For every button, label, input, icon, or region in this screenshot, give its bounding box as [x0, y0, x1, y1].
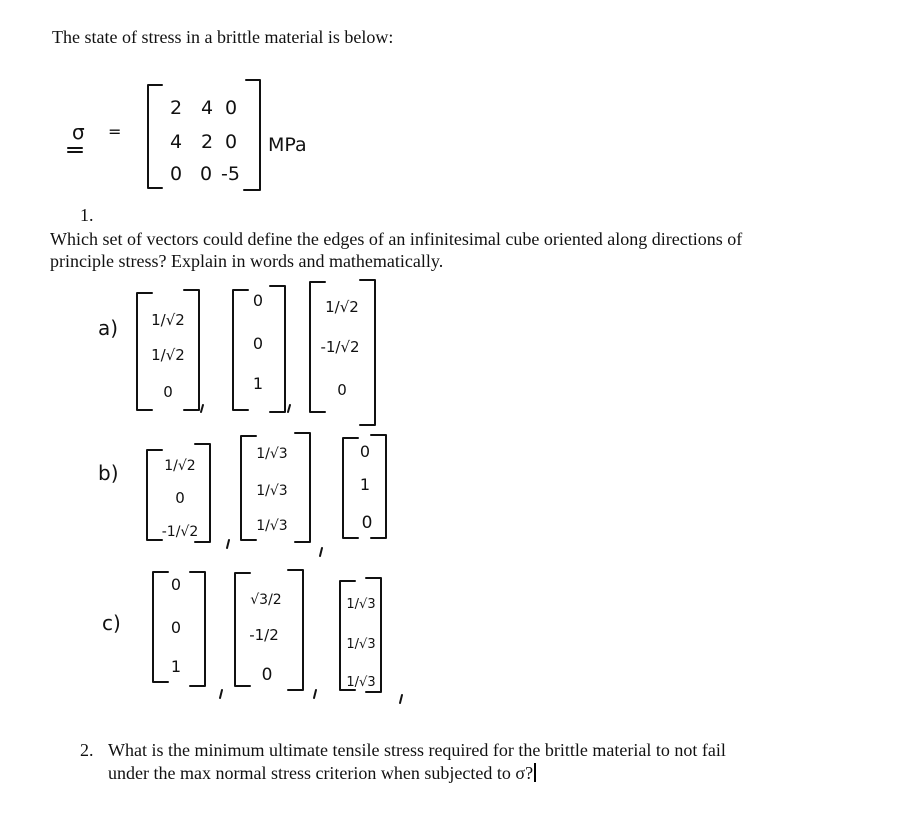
option-a-v1-3: 0	[163, 383, 173, 401]
stress-r2c1: 4	[170, 131, 183, 153]
option-c-v1-1: 0	[170, 575, 182, 594]
option-b-v3-1: 0	[359, 442, 371, 461]
option-c-v2-3: 0	[261, 665, 273, 685]
comma	[227, 540, 229, 548]
question-2-number: 2.	[80, 740, 94, 760]
question-1-number: 1.	[80, 205, 94, 225]
matrix-left-bracket	[148, 85, 162, 188]
bracket	[288, 570, 303, 690]
intro-text: The state of stress in a brittle material is below:	[52, 27, 394, 47]
equals-sign: =	[108, 122, 122, 141]
bracket	[184, 290, 199, 410]
stress-r2c2: 2	[201, 131, 214, 153]
option-c-v3-3: 1/√3	[346, 675, 376, 690]
sigma-symbol: σ	[72, 120, 85, 144]
comma	[400, 695, 402, 703]
bracket	[147, 450, 162, 540]
option-b-v1-1: 1/√2	[164, 458, 196, 474]
option-b-v1-3: -1/√2	[161, 524, 199, 540]
question-2-line-2[interactable]	[108, 762, 536, 784]
option-c-v1-2: 0	[170, 618, 182, 637]
bracket	[343, 438, 358, 538]
option-a-v1-2: 1/√2	[151, 346, 185, 364]
option-b-v2-2: 1/√3	[256, 483, 288, 499]
option-b	[98, 433, 386, 556]
stress-r3c1: 0	[170, 163, 183, 185]
question-1-line-2: principle stress? Explain in words and mathematically.	[50, 251, 444, 271]
option-b-v2-1: 1/√3	[256, 446, 288, 462]
option-a-v3-3: 0	[337, 381, 347, 399]
bracket	[241, 436, 256, 540]
stress-r1c3: 0	[225, 97, 238, 119]
option-b-v1-2: 0	[175, 489, 185, 507]
stress-equation	[68, 80, 307, 190]
option-a-v2-2: 0	[252, 334, 264, 353]
comma	[201, 405, 203, 412]
option-c-v3-1: 1/√3	[346, 597, 376, 612]
option-b-label: b)	[98, 461, 119, 485]
option-c-label: c)	[102, 611, 121, 635]
bracket	[137, 293, 152, 410]
bracket	[233, 290, 248, 410]
stress-unit: MPa	[268, 134, 307, 156]
option-c-v2-2: -1/2	[249, 626, 279, 644]
option-c-v2-1: √3/2	[250, 592, 282, 608]
option-a-v3-2: -1/√2	[320, 338, 360, 356]
option-b-v3-2: 1	[359, 475, 371, 494]
option-a-v2-1: 0	[252, 291, 264, 310]
stress-r3c2: 0	[200, 163, 213, 185]
comma	[288, 405, 290, 412]
option-c-v3-2: 1/√3	[346, 637, 376, 652]
bracket	[153, 572, 168, 682]
option-a-v3-1: 1/√2	[325, 298, 359, 316]
option-a	[98, 280, 375, 425]
comma	[314, 690, 316, 698]
stress-r1c2: 4	[201, 97, 214, 119]
question-1-line-1: Which set of vectors could define the edges of an infinitesimal cube oriented along directions of	[50, 229, 743, 249]
comma	[220, 690, 222, 698]
option-c-v1-3: 1	[170, 657, 182, 676]
option-a-label: a)	[98, 316, 119, 340]
option-a-v1-1: 1/√2	[151, 311, 185, 329]
bracket	[270, 286, 285, 412]
question-2-line-2-text: under the max normal stress criterion when subjected to σ?	[108, 763, 534, 783]
option-b-v3-3: 0	[361, 513, 373, 533]
bracket	[360, 280, 375, 425]
bracket	[235, 573, 250, 686]
stress-r3c3: -5	[221, 163, 240, 185]
text-cursor	[534, 763, 536, 782]
option-a-v2-3: 1	[252, 374, 264, 393]
option-c	[102, 570, 402, 703]
question-2-line-1: What is the minimum ultimate tensile stress required for the brittle material to not fail	[108, 740, 726, 760]
matrix-right-bracket	[244, 80, 260, 190]
bracket	[371, 435, 386, 538]
option-b-v2-3: 1/√3	[256, 518, 288, 534]
stress-r1c1: 2	[170, 97, 183, 119]
stress-r2c3: 0	[225, 131, 238, 153]
comma	[320, 548, 322, 556]
bracket	[190, 572, 205, 686]
bracket	[295, 433, 310, 542]
